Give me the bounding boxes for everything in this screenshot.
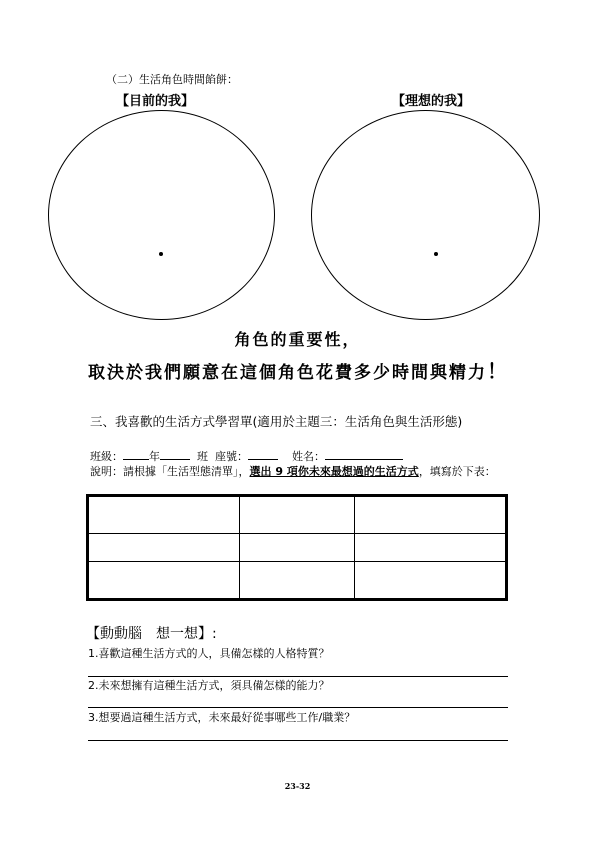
slogan-exclamation: ！ <box>487 359 509 383</box>
instructions-prefix: 說明：請根據「生活型態清單」， <box>90 465 250 478</box>
ban-label: 班 <box>197 450 208 463</box>
table-cell[interactable] <box>354 562 506 600</box>
question-3: 3.想要過這種生活方式，未來最好從事哪些工作/職業？ <box>88 711 356 724</box>
think-section-title: 【動動腦 想一想】: <box>86 626 217 642</box>
slogan-line-2-text: 取決於我們願意在這個角色花費多少時間與精力 <box>88 363 487 383</box>
class-number-blank[interactable] <box>160 448 190 460</box>
name-blank[interactable] <box>325 448 403 460</box>
class-year-blank[interactable] <box>123 448 149 460</box>
seat-label: 座號： <box>215 450 248 463</box>
table-cell[interactable] <box>240 496 354 534</box>
page-number: 23-32 <box>284 781 311 791</box>
table-cell[interactable] <box>88 533 240 561</box>
slogan-line-2 <box>88 355 509 384</box>
table-cell[interactable] <box>88 496 240 534</box>
student-info-line <box>90 448 403 464</box>
instructions-emphasis: 選出 9 項你未來最想過的生活方式 <box>249 465 419 478</box>
seat-number-blank[interactable] <box>248 448 278 460</box>
current-self-pie-circle[interactable] <box>48 110 275 320</box>
table-row <box>88 533 507 561</box>
table-cell[interactable] <box>354 533 506 561</box>
lifestyle-table <box>86 494 508 601</box>
ideal-self-title: 【理想的我】 <box>392 94 471 109</box>
table-cell[interactable] <box>88 562 240 600</box>
current-self-center-dot <box>159 252 163 256</box>
question-1: 1.喜歡這種生活方式的人，具備怎樣的人格特質？ <box>88 647 330 660</box>
slogan-line-1: 角色的重要性， <box>234 330 361 349</box>
year-label: 年 <box>149 450 160 463</box>
table-row <box>88 496 507 534</box>
table-row <box>88 562 507 600</box>
current-self-title: 【目前的我】 <box>116 94 195 109</box>
section-2-label: （二）生活角色時間餡餅： <box>106 73 238 86</box>
instructions <box>90 465 510 479</box>
answer-line-3[interactable] <box>88 740 508 741</box>
name-label: 姓名： <box>292 450 325 463</box>
instructions-suffix: ，填寫於下表： <box>418 465 496 478</box>
ideal-self-pie-circle[interactable] <box>311 110 540 320</box>
table-cell[interactable] <box>240 533 354 561</box>
question-2: 2.未來想擁有這種生活方式，須具備怎樣的能力？ <box>88 679 330 692</box>
ideal-self-center-dot <box>434 252 438 256</box>
section-3-title: 三、我喜歡的生活方式學習單(適用於主題三：生活角色與生活形態) <box>90 414 463 429</box>
answer-line-2[interactable] <box>88 707 508 708</box>
class-label: 班級： <box>90 450 123 463</box>
table-cell[interactable] <box>240 562 354 600</box>
table-cell[interactable] <box>354 496 506 534</box>
